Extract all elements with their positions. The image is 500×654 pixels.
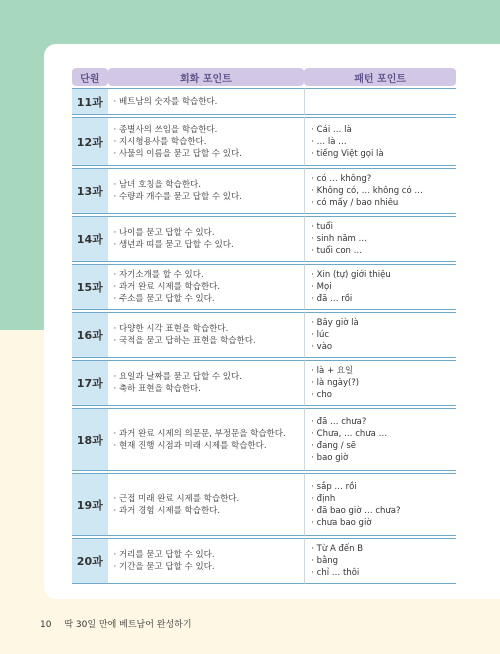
table-row (72, 216, 456, 262)
pattern-point: · Chưa, … chưa … (311, 428, 388, 439)
table-row (72, 538, 456, 584)
conversation-point: · 축하 표현을 학습한다. (113, 384, 201, 394)
pattern-cell (304, 117, 456, 166)
unit-cell: 13과 (72, 168, 108, 214)
pattern-point: · là ngày(?) (311, 378, 360, 388)
pattern-point: · Cái … là (311, 124, 352, 135)
header-conversation: 회화 포인트 (108, 68, 305, 86)
conversation-point: · 과거 완료 시제를 학습한다. (113, 282, 221, 292)
pattern-point: · vào (311, 342, 333, 352)
unit-cell: 12과 (72, 117, 108, 166)
pattern-cell (304, 312, 456, 358)
pattern-point: · bằng (311, 556, 339, 566)
conversation-point: · 근접 미래 완료 시제를 학습한다. (113, 493, 240, 504)
pattern-cell (304, 88, 456, 115)
pattern-cell (304, 216, 456, 262)
conversation-point: · 다양한 시각 표현을 학습한다. (113, 324, 229, 334)
conversation-cell (108, 264, 305, 310)
table-row (72, 88, 456, 115)
table-row (72, 264, 456, 310)
pattern-point: · Bây giờ là (311, 318, 359, 328)
conversation-cell (108, 312, 305, 358)
conversation-cell (108, 88, 305, 115)
unit-cell: 18과 (72, 408, 108, 471)
pattern-cell (304, 408, 456, 471)
unit-cell: 14과 (72, 216, 108, 262)
page-footer (40, 617, 192, 630)
conversation-point: · 생년과 띠를 묻고 답할 수 있다. (113, 240, 234, 250)
conversation-point: · 베트남의 숫자를 학습한다. (113, 96, 218, 107)
pattern-point: · Xin (tự) giới thiệu (311, 270, 391, 280)
pattern-point: · là + 요일 (311, 366, 354, 376)
pattern-point: · tiếng Việt gọi là (311, 148, 384, 159)
pattern-point: · sinh năm … (311, 234, 368, 244)
table-row (72, 117, 456, 166)
conversation-point: · 현재 진행 시점과 미래 시제를 학습한다. (113, 440, 267, 451)
table-row (72, 312, 456, 358)
unit-cell: 20과 (72, 538, 108, 584)
conversation-point: · 기간을 묻고 답할 수 있다. (113, 562, 215, 572)
conversation-point: · 과거 경험 시제를 학습한다. (113, 505, 221, 516)
pattern-point: · đã … rồi (311, 294, 353, 304)
pattern-point: · bao giờ (311, 452, 349, 463)
pattern-cell (304, 264, 456, 310)
unit-cell: 15과 (72, 264, 108, 310)
pattern-point: · chỉ … thôi (311, 568, 360, 578)
table-row (72, 408, 456, 471)
conversation-point: · 나이를 묻고 답할 수 있다. (113, 228, 215, 238)
conversation-point: · 국적을 묻고 답하는 표현을 학습한다. (113, 336, 256, 346)
pattern-point: · Từ A đến B (311, 544, 364, 554)
content-card (44, 44, 500, 599)
pattern-point: · lúc (311, 330, 330, 340)
unit-cell: 17과 (72, 360, 108, 406)
conversation-point: · 주소를 묻고 답할 수 있다. (113, 294, 215, 304)
conversation-point: · 사물의 이름을 묻고 답할 수 있다. (113, 148, 242, 159)
pattern-cell (304, 168, 456, 214)
pattern-point: · đang / sẽ (311, 440, 356, 451)
conversation-cell (108, 117, 305, 166)
pattern-point: · tuổi con … (311, 246, 363, 256)
pattern-point: · định (311, 493, 336, 504)
conversation-cell (108, 538, 305, 584)
conversation-cell (108, 168, 305, 214)
pattern-point: · tuổi (311, 222, 333, 232)
conversation-point: · 거리를 묻고 답할 수 있다. (113, 550, 215, 560)
book-title: 딱 30일 만에 베트남어 완성하기 (64, 620, 192, 630)
conversation-cell (108, 408, 305, 471)
conversation-cell (108, 216, 305, 262)
table-row (72, 473, 456, 536)
pattern-point: · Không có, … không có … (311, 186, 423, 196)
header-unit: 단원 (72, 68, 108, 86)
table-row (72, 168, 456, 214)
unit-cell: 16과 (72, 312, 108, 358)
pattern-point: · … là … (311, 136, 347, 147)
conversation-point: · 수량과 개수를 묻고 답할 수 있다. (113, 192, 242, 202)
pattern-cell (304, 538, 456, 584)
pattern-point: · cho (311, 390, 332, 400)
conversation-point: · 요일과 날짜를 묻고 답할 수 있다. (113, 372, 242, 382)
pattern-point: · đã bao giờ … chưa? (311, 505, 401, 516)
pattern-point: · Mọi (311, 282, 332, 292)
header-pattern: 패턴 포인트 (304, 68, 456, 86)
pattern-point: · đã … chưa? (311, 416, 367, 427)
conversation-point: · 지시형용사를 학습한다. (113, 136, 207, 147)
conversation-point: · 과거 완료 시제의 의문문, 부정문을 학습한다. (113, 428, 286, 439)
table-header-row (72, 68, 456, 86)
table-body (72, 88, 456, 584)
conversation-point: · 자기소개를 할 수 있다. (113, 270, 204, 280)
conversation-point: · 남녀 호칭을 학습한다. (113, 180, 201, 190)
pattern-point: · có mấy / bao nhiêu (311, 198, 399, 208)
pattern-point: · sắp … rồi (311, 481, 357, 492)
pattern-cell (304, 360, 456, 406)
page-number: 10 (40, 620, 52, 630)
unit-cell: 19과 (72, 473, 108, 536)
pattern-point: · có … không? (311, 174, 372, 184)
conversation-cell (108, 473, 305, 536)
conversation-point: · 종별사의 쓰임을 학습한다. (113, 124, 218, 135)
unit-cell: 11과 (72, 88, 108, 115)
conversation-cell (108, 360, 305, 406)
table-row (72, 360, 456, 406)
pattern-point: · chưa bao giờ (311, 517, 372, 528)
curriculum-table (72, 66, 456, 586)
pattern-cell (304, 473, 456, 536)
